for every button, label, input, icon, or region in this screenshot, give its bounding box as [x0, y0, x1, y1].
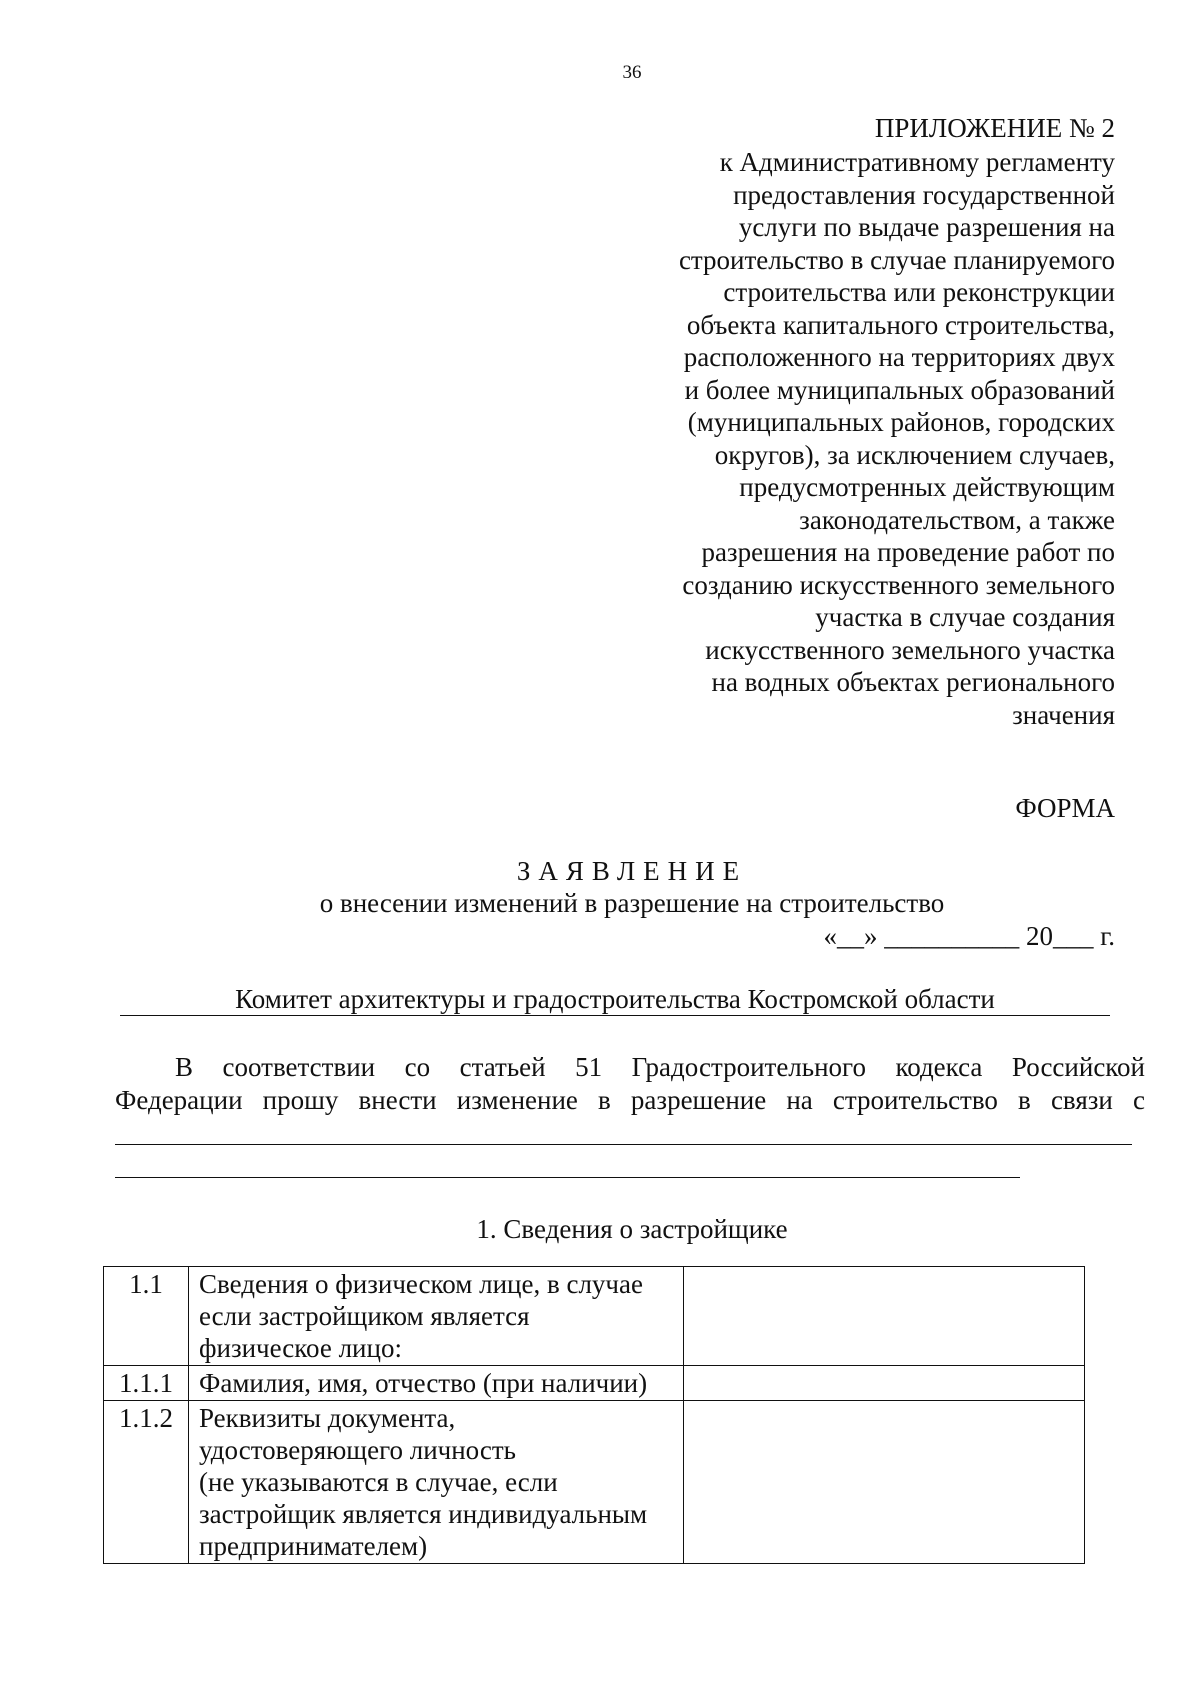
date-line: «__» __________ 20___ г. [823, 921, 1115, 951]
developer-info-table [103, 1266, 1085, 1564]
row-label-line: если застройщиком является [199, 1301, 530, 1331]
appendix-subtitle-line: строительство в случае планируемого [678, 244, 1115, 275]
appendix-subtitle-line: разрешения на проведение работ по [701, 537, 1115, 567]
appendix-subtitle-line: искусственного земельного участка [705, 634, 1115, 665]
appendix-subtitle-line: предоставления государственной [733, 179, 1115, 210]
reason-blank-line[interactable] [115, 1144, 1132, 1145]
row-label-line: физическое лицо: [199, 1333, 402, 1363]
table-row [104, 1401, 1085, 1564]
appendix-subtitle-line: объекта капитального строительства, [686, 309, 1115, 340]
appendix-subtitle-line: законодательством, а также [799, 504, 1115, 535]
page-number: 36 [622, 62, 642, 83]
row-label-line: застройщик является индивидуальным [199, 1499, 648, 1529]
statement-line: Федерации прошу внести изменение в разрешение на строительство в связи с [115, 1085, 1145, 1115]
reason-blank-line[interactable] [115, 1177, 1020, 1178]
appendix-subtitle-line: (муниципальных районов, городских [687, 407, 1115, 437]
row-value-field[interactable] [684, 1401, 1085, 1564]
row-label-line: Сведения о физическом лице, в случае [199, 1269, 643, 1299]
document-title: ЗАЯВЛЕНИЕ [516, 856, 748, 886]
table-row [104, 1366, 1085, 1401]
row-number: 1.1.2 [104, 1401, 189, 1564]
recipient-underline [120, 1015, 1110, 1016]
row-label [189, 1267, 684, 1366]
row-value-field[interactable] [684, 1366, 1085, 1401]
section-heading: 1. Сведения о застройщике [476, 1214, 788, 1244]
row-label-line: Фамилия, имя, отчество (при наличии) [199, 1368, 648, 1398]
table-row [104, 1267, 1085, 1366]
appendix-subtitle-line: округов), за исключением случаев, [714, 439, 1115, 470]
appendix-subtitle [555, 146, 1115, 731]
appendix-subtitle-line: значения [1012, 699, 1115, 730]
appendix-subtitle-line: предусмотренных действующим [739, 472, 1115, 502]
appendix-subtitle-line: к Административному регламенту [719, 147, 1115, 177]
row-label [189, 1401, 684, 1564]
appendix-title: ПРИЛОЖЕНИЕ № 2 [874, 113, 1115, 143]
row-number: 1.1.1 [104, 1366, 189, 1401]
row-label-line: предпринимателем) [199, 1531, 428, 1561]
appendix-subtitle-line: участка в случае создания [815, 602, 1115, 632]
document-subtitle: о внесении изменений в разрешение на строительство [319, 888, 945, 918]
row-label-line: (не указываются в случае, если [199, 1467, 558, 1497]
appendix-subtitle-line: строительства или реконструкции [723, 277, 1115, 307]
statement-paragraph [115, 1051, 1145, 1117]
row-number: 1.1 [104, 1267, 189, 1366]
appendix-subtitle-line: расположенного на территориях двух [683, 342, 1115, 372]
recipient-name: Комитет архитектуры и градостроительства Костромской области [235, 984, 995, 1014]
appendix-subtitle-line: созданию искусственного земельного [682, 569, 1115, 600]
statement-line: В соответствии со статьей 51 Градостроительного кодекса Российской [175, 1052, 1145, 1082]
row-label-line: Реквизиты документа, [199, 1403, 456, 1433]
appendix-subtitle-line: услуги по выдаче разрешения на [738, 212, 1115, 242]
row-value-field[interactable] [684, 1267, 1085, 1366]
row-label [189, 1366, 684, 1401]
appendix-subtitle-line: на водных объектах регионального [711, 667, 1115, 697]
form-label: ФОРМА [1015, 793, 1115, 823]
row-label-line: удостоверяющего личность [199, 1435, 516, 1465]
appendix-subtitle-line: и более муниципальных образований [684, 374, 1115, 405]
